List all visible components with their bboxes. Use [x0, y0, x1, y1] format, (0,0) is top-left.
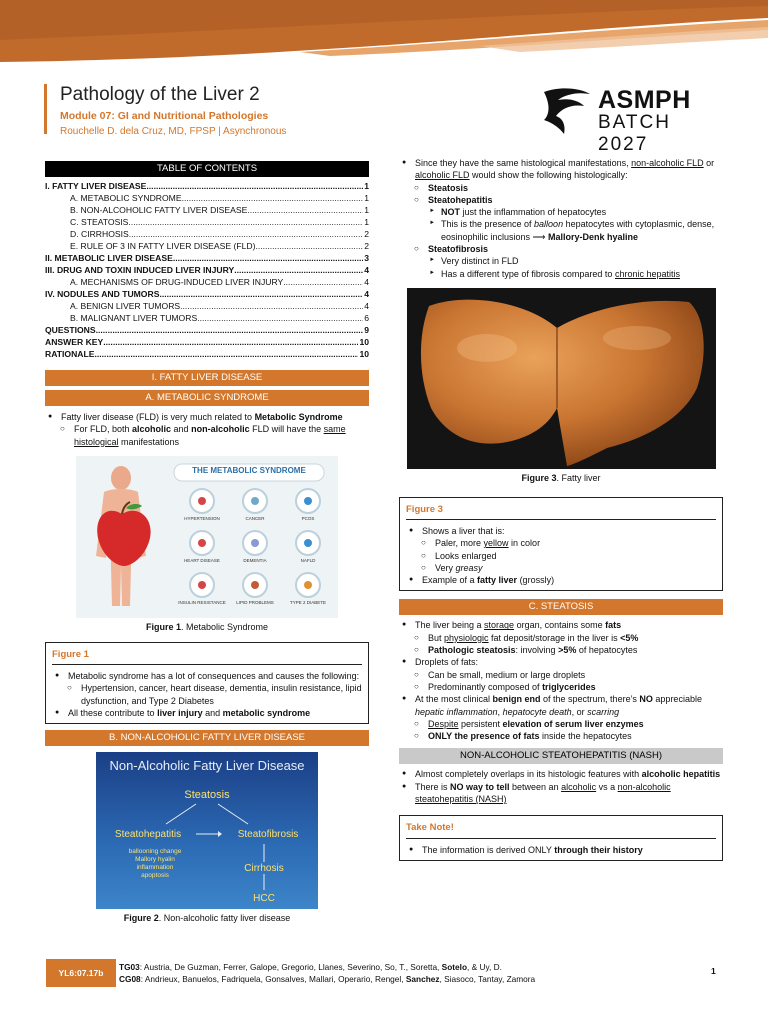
- syndrome-icon-item: [229, 530, 281, 570]
- subsection-heading: B. NON-ALCOHOLIC FATTY LIVER DISEASE: [45, 730, 369, 746]
- list-item: ○ Predominantly composed of triglycerides: [399, 681, 723, 693]
- syndrome-icon-grid: [176, 488, 336, 616]
- list-item: ○ Can be small, medium or large droplets: [399, 669, 723, 681]
- condition-icon: [295, 572, 321, 598]
- list-item: ○ Pathologic steatosis: involving >5% of hepatocytes: [399, 644, 723, 656]
- syndrome-icon-item: [176, 530, 228, 570]
- condition-icon: [242, 488, 268, 514]
- title-block: [44, 84, 287, 137]
- condition-icon: [295, 488, 321, 514]
- toc-item[interactable]: QUESTIONS ..... 9: [45, 324, 369, 336]
- syndrome-icon-item: [282, 530, 334, 570]
- figure1-notes-box: [45, 642, 369, 725]
- take-note-box: [399, 815, 723, 861]
- diagram-node-steatohepatitis: Steatohepatitis: [114, 829, 182, 841]
- box-title: Figure 3: [406, 504, 716, 520]
- icon-label: CANCER: [245, 515, 265, 521]
- list-item: ● All these contribute to liver injury and metabolic syndrome: [52, 707, 362, 719]
- syndrome-icon-item: [282, 572, 334, 612]
- toc-item[interactable]: B. MALIGNANT LIVER TUMORS ..... 6: [45, 312, 369, 324]
- document-title: Pathology of the Liver 2: [60, 84, 260, 105]
- brand-name: ASMPH: [598, 86, 691, 114]
- right-column: [399, 157, 723, 861]
- change-item: inflammation: [136, 864, 174, 872]
- toc-item[interactable]: E. RULE OF 3 IN FATTY LIVER DISEASE (FLD) ..... 2: [45, 240, 369, 252]
- nash-heading: NON-ALCOHOLIC STEATOHEPATITIS (NASH): [399, 748, 723, 764]
- condition-icon: [189, 530, 215, 556]
- list-item: ○ Very greasy: [406, 562, 716, 574]
- syndrome-icon-item: [176, 572, 228, 612]
- figure-caption: Figure 3. Fatty liver: [521, 472, 601, 483]
- list-item: ○ Steatofibrosis: [399, 243, 723, 255]
- list-item: ● There is NO way to tell between an alcoholic vs a non-alcoholic steatohepatitis (NASH): [399, 781, 723, 806]
- icon-label: NAFLD: [300, 557, 316, 563]
- icon-label: LIPID PROBLEMS: [236, 599, 274, 605]
- condition-icon: [189, 488, 215, 514]
- list-item: ● Metabolic syndrome has a lot of consequences and causes the following:: [52, 670, 362, 682]
- box-title: Figure 1: [52, 649, 362, 665]
- fatty-liver-photo: [407, 288, 716, 469]
- syndrome-icon-item: [282, 488, 334, 528]
- syndrome-icon-item: [229, 572, 281, 612]
- diagram-node-steatofibrosis: Steatofibrosis: [237, 829, 299, 841]
- change-item: ballooning change: [128, 848, 182, 856]
- list-item: ○ For FLD, both alcoholic and non-alcoholic FLD will have the same histological manifestations: [45, 423, 369, 448]
- section-heading: I. FATTY LIVER DISEASE: [45, 370, 369, 386]
- figure-caption: Figure 2. Non-alcoholic fatty liver disease: [123, 913, 291, 924]
- syndrome-icon-item: [176, 488, 228, 528]
- box-title: Take Note!: [406, 822, 716, 838]
- figure3-notes-box: [399, 497, 723, 592]
- syndrome-icon-item: [229, 488, 281, 528]
- condition-icon: [242, 530, 268, 556]
- icon-label: PCOS: [301, 515, 315, 521]
- list-item: ● Shows a liver that is:: [406, 525, 716, 537]
- contributors: TG03: Austria, De Guzman, Ferrer, Galope, Gregorio, Llanes, Severino, So, T., Soretta, Sotelo, & Uy, D. CG08: Andrieux, Banuelos, Fadriquela, Gonsalves, Mallari, Operario, Rengel, Sanchez, Siasoco, Tantay, Zamora: [119, 962, 536, 984]
- list-item: ○ Steatohepatitis: [399, 194, 723, 206]
- condition-icon: [189, 572, 215, 598]
- header-banner: [0, 0, 768, 70]
- list-item: ○ Paler, more yellow in color: [406, 537, 716, 549]
- toc-item[interactable]: III. DRUG AND TOXIN INDUCED LIVER INJURY ..... 4: [45, 264, 369, 276]
- toc-heading: TABLE OF CONTENTS: [45, 161, 369, 177]
- toc-item[interactable]: ANSWER KEY ..... 10: [45, 336, 369, 348]
- list-item: ○ Hypertension, cancer, heart disease, dementia, insulin resistance, lipid dysfunction, and Type 2 Diabetes: [52, 682, 362, 707]
- table-of-contents: [45, 177, 369, 360]
- toc-item[interactable]: A. METABOLIC SYNDROME ..... 1: [45, 192, 369, 204]
- nafld-figure: [96, 752, 318, 909]
- page-number: 1: [711, 966, 716, 976]
- list-item: ○ Despite persistent elevation of serum liver enzymes: [399, 718, 723, 730]
- icon-label: INSULIN RESISTANCE: [178, 599, 226, 605]
- document-code-tag: YL6:07.17b: [46, 959, 116, 987]
- list-item: ‣ This is the presence of balloon hepatocytes with cytoplasmic, dense, eosinophilic inclusions ⟶ Mallory-Denk hyaline: [399, 218, 723, 243]
- icon-label: TYPE 2 DIABETE: [289, 599, 326, 605]
- condition-icon: [242, 572, 268, 598]
- list-item: ○ ONLY the presence of fats inside the hepatocytes: [399, 730, 723, 742]
- list-item: ‣ Very distinct in FLD: [399, 255, 723, 267]
- list-item: ● Droplets of fats:: [399, 656, 723, 668]
- diagram-node-hcc: HCC: [253, 893, 275, 905]
- toc-item[interactable]: A. BENIGN LIVER TUMORS ..... 4: [45, 300, 369, 312]
- list-item: ○ But physiologic fat deposit/storage in the liver is <5%: [399, 632, 723, 644]
- list-item: ● At the most clinical benign end of the spectrum, there’s NO appreciable hepatic inflammation, hepatocyte death, or scarring: [399, 693, 723, 718]
- asmph-emblem-icon: [540, 86, 594, 136]
- list-item: ● Since they have the same histological manifestations, non-alcoholic FLD or alcoholic FLD would show the following histologically:: [399, 157, 723, 182]
- fatty-liver-image: [407, 288, 716, 469]
- list-item: ● The liver being a storage organ, contains some fats: [399, 619, 723, 631]
- list-item: ● Example of a fatty liver (grossly): [406, 574, 716, 586]
- icon-label: DEMENTIA: [243, 557, 267, 563]
- diagram-node-steatosis: Steatosis: [184, 789, 230, 802]
- figure-caption: Figure 1. Metabolic Syndrome: [145, 621, 269, 632]
- toc-item[interactable]: D. CIRRHOSIS ..... 2: [45, 228, 369, 240]
- metabolic-syndrome-figure: [76, 456, 338, 618]
- figure-heading: Non-Alcoholic Fatty Liver Disease: [109, 758, 305, 774]
- list-item: ● Fatty liver disease (FLD) is very much related to Metabolic Syndrome: [45, 411, 369, 423]
- author-line: Rouchelle D. dela Cruz, MD, FPSP | Asynchronous: [60, 125, 287, 137]
- brand-logo: [540, 86, 725, 155]
- toc-item[interactable]: RATIONALE ..... 10: [45, 348, 369, 360]
- change-item: apoptosis: [141, 872, 169, 880]
- list-item: ○ Steatosis: [399, 182, 723, 194]
- list-item: ○ Looks enlarged: [406, 550, 716, 562]
- subsection-heading: A. METABOLIC SYNDROME: [45, 390, 369, 406]
- toc-item[interactable]: IV. NODULES AND TUMORS ..... 4: [45, 288, 369, 300]
- icon-label: HYPERTENSION: [184, 515, 220, 521]
- list-item: ● The information is derived ONLY through their history: [406, 844, 716, 856]
- condition-icon: [295, 530, 321, 556]
- brand-batch: BATCH 2027: [598, 112, 671, 155]
- subsection-heading: C. STEATOSIS: [399, 599, 723, 615]
- icon-label: HEART DISEASE: [184, 557, 220, 563]
- steatohepatitis-changes: [110, 848, 200, 880]
- toc-item[interactable]: A. MECHANISMS OF DRUG-INDUCED LIVER INJURY ..... 4: [45, 276, 369, 288]
- toc-item[interactable]: B. NON-ALCOHOLIC FATTY LIVER DISEASE ..... 1: [45, 204, 369, 216]
- toc-item[interactable]: II. METABOLIC LIVER DISEASE ..... 3: [45, 252, 369, 264]
- left-column: [45, 161, 369, 925]
- list-item: ‣ Has a different type of fibrosis compared to chronic hepatitis: [399, 268, 723, 280]
- list-item: ‣ NOT just the inflammation of hepatocytes: [399, 206, 723, 218]
- figure-heading: THE METABOLIC SYNDROME: [192, 465, 306, 475]
- module-subtitle: Module 07: GI and Nutritional Pathologies: [60, 110, 269, 122]
- toc-item[interactable]: C. STEATOSIS ..... 1: [45, 216, 369, 228]
- list-item: ● Almost completely overlaps in its histologic features with alcoholic hepatitis: [399, 768, 723, 780]
- toc-item[interactable]: I. FATTY LIVER DISEASE ..... 1: [45, 180, 369, 192]
- change-item: Mallory hyalin: [135, 856, 175, 864]
- diagram-node-cirrhosis: Cirrhosis: [244, 863, 284, 875]
